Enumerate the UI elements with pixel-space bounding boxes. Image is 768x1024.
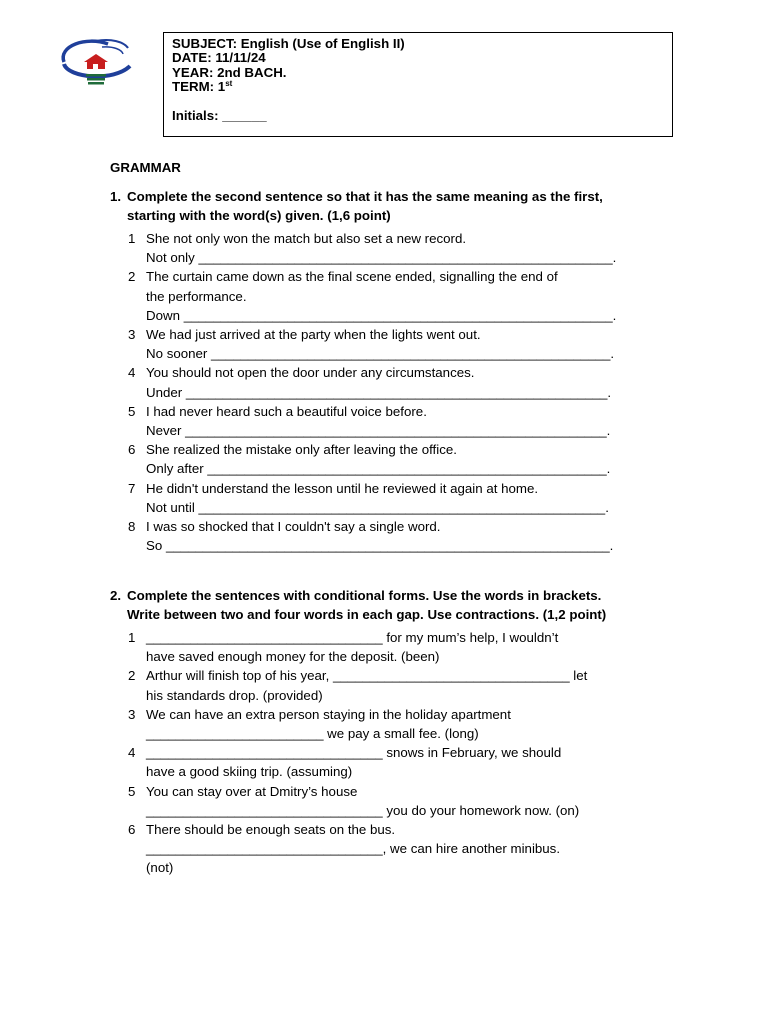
item-number: 4 [128, 365, 136, 381]
list-item [110, 666, 630, 704]
item-number: 6 [128, 442, 136, 458]
item-number: 4 [128, 745, 136, 761]
item-line: So ____________________________________________________________. [146, 538, 614, 554]
initials-field: Initials: ______ [172, 108, 267, 124]
item-line: Under _________________________________________________________. [146, 384, 612, 400]
school-logo-icon [56, 36, 138, 86]
item-line: (not) [146, 860, 174, 876]
exercise-number: 2. [110, 588, 122, 603]
item-line: There should be enough seats on the bus. [146, 822, 396, 838]
item-text [146, 666, 606, 704]
exercise-2 [110, 586, 630, 878]
item-number: 1 [128, 630, 136, 645]
item-line: have a good skiing trip. (assuming) [146, 764, 353, 780]
item-number: 6 [128, 822, 136, 838]
item-line: You should not open the door under any circumstances. [146, 365, 475, 381]
item-number: 1 [128, 231, 136, 246]
item-line: Never _________________________________________________________. [146, 423, 611, 439]
list-item [110, 402, 630, 440]
item-line: Not only ________________________________________________________. [146, 250, 617, 266]
item-line: Down __________________________________________________________. [146, 307, 617, 323]
item-line: have saved enough money for the deposit. (been) [146, 649, 440, 665]
item-line: She not only won the match but also set a new record. [146, 231, 467, 246]
item-text [146, 267, 617, 325]
item-line: She realized the mistake only after leaving the office. [146, 442, 457, 458]
item-line: Arthur will finish top of his year, ________________________________ let [146, 668, 588, 684]
item-line: the performance. [146, 288, 247, 304]
item-line: ________________________ we pay a small fee. (long) [146, 726, 479, 742]
item-text [146, 782, 606, 820]
item-line: You can stay over at Dmitry’s house [146, 783, 358, 799]
exercise-2-heading [110, 586, 630, 624]
item-text [146, 229, 617, 267]
item-line: ________________________________ you do your homework now. (on) [146, 802, 580, 818]
list-item [110, 229, 630, 267]
item-number: 3 [128, 706, 136, 722]
list-item [110, 628, 630, 666]
item-line: Only after ______________________________________________________. [146, 461, 611, 477]
list-item [110, 363, 630, 401]
item-text [146, 743, 606, 781]
section-title: GRAMMAR [110, 160, 181, 175]
item-number: 2 [128, 668, 136, 684]
item-line: I had never heard such a beautiful voice before. [146, 403, 427, 419]
item-text [146, 517, 614, 555]
item-text [146, 820, 606, 878]
item-number: 7 [128, 480, 136, 496]
list-item [110, 325, 630, 363]
item-line: his standards drop. (provided) [146, 687, 323, 703]
term-line [172, 80, 664, 94]
list-item [110, 820, 630, 878]
term-superscript: st [225, 78, 233, 88]
item-text [146, 628, 606, 666]
item-number: 5 [128, 403, 136, 419]
subject-line: SUBJECT: English (Use of English II) [172, 36, 405, 51]
list-item [110, 743, 630, 781]
item-line: He didn't understand the lesson until he reviewed it again at home. [146, 480, 539, 496]
exercise-2-items [110, 628, 630, 878]
exercise-1-items [110, 229, 630, 555]
item-text [146, 705, 606, 743]
item-number: 2 [128, 269, 136, 285]
item-line: I was so shocked that I couldn't say a single word. [146, 519, 441, 535]
exercise-1-heading [110, 187, 630, 225]
list-item [110, 267, 630, 325]
list-item [110, 440, 630, 478]
item-line: Not until _______________________________________________________. [146, 499, 609, 515]
item-text [146, 440, 611, 478]
exercise-number: 1. [110, 189, 122, 204]
list-item [110, 479, 630, 517]
item-text [146, 479, 609, 517]
list-item [110, 705, 630, 743]
item-number: 3 [128, 327, 136, 343]
header-info-box [163, 32, 673, 137]
date-line: DATE: 11/11/24 [172, 50, 266, 66]
year-line: YEAR: 2nd BACH. [172, 64, 287, 80]
item-line: No sooner ______________________________________________________. [146, 346, 615, 362]
item-text [146, 325, 615, 363]
item-number: 8 [128, 519, 136, 535]
item-line: The curtain came down as the final scene ended, signalling the end of [146, 269, 558, 285]
list-item [110, 782, 630, 820]
exercise-instruction: Complete the sentences with conditional forms. Use the words in brackets. Write between two and four words in each gap. Use contractions. (1,2 point) [127, 588, 607, 622]
item-line: We had just arrived at the party when the lights went out. [146, 327, 481, 343]
item-line: ________________________________ for my mum’s help, I wouldn’t [146, 630, 559, 645]
term-text: TERM: 1 [172, 78, 226, 94]
item-text [146, 363, 612, 401]
item-line: ________________________________, we can hire another minibus. [146, 841, 561, 857]
list-item [110, 517, 630, 555]
exercise-1 [110, 187, 630, 555]
item-line: We can have an extra person staying in the holiday apartment [146, 706, 511, 722]
item-line: ________________________________ snows in February, we should [146, 745, 562, 761]
exercise-instruction: Complete the second sentence so that it has the same meaning as the first, starting with the word(s) given. (1,6 point) [127, 189, 603, 223]
item-text [146, 402, 611, 440]
item-number: 5 [128, 783, 136, 799]
